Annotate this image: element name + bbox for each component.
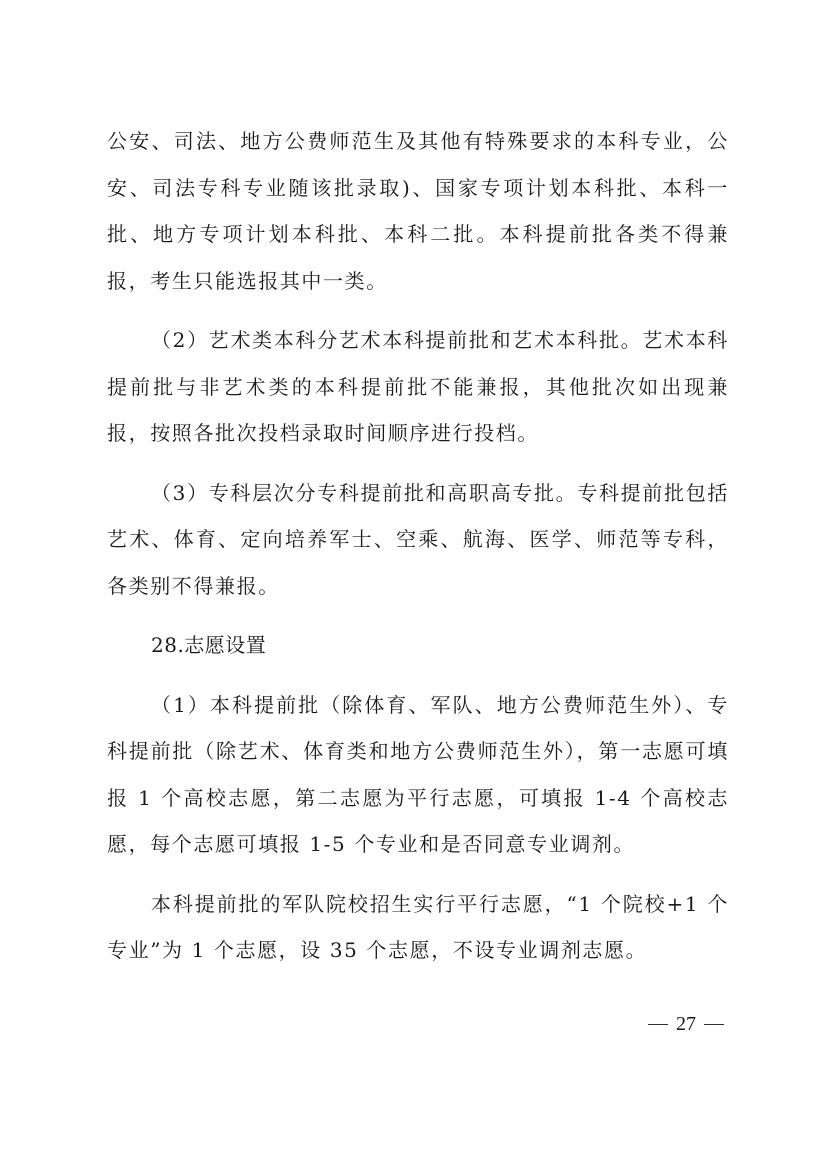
section-heading: 28.志愿设置 [151,633,267,657]
paragraph-military-academy-preferences: 本科提前批的军队院校招生实行平行志愿，“1 个院校+1 个专业”为 1 个志愿，设 35 个志愿，不设专业调剂志愿。 [107,891,729,962]
paragraph-vocational-batches: （3）专科层次分专科提前批和高职高专批。专科提前批包括艺术、体育、定向培养军士、空乘、航海、医学、师范等专科，各类别不得兼报。 [107,480,729,598]
paragraph-batch-list-continuation: 公安、司法、地方公费师范生及其他有特殊要求的本科专业，公安、司法专科专业随该批录取)、国家专项计划本科批、本科一批、地方专项计划本科批、本科二批。本科提前批各类不得兼报，考生只能选报其中一类。 [107,129,729,293]
paragraph-art-batches: （2）艺术类本科分艺术本科提前批和艺术本科批。艺术本科提前批与非艺术类的本科提前批不能兼报，其他批次如出现兼报，按照各批次投档录取时间顺序进行投档。 [107,328,729,445]
paragraph-early-batch-preferences: （1）本科提前批（除体育、军队、地方公费师范生外）、专科提前批（除艺术、体育类和地方公费师范生外），第一志愿可填报 1 个高校志愿，第二志愿为平行志愿，可填报 1-4 个高校志愿，每个志愿可填报 1-5 个专业和是否同意专业调剂。 [107,692,729,856]
page-number: 27 [676,1013,696,1035]
page-footer [648,1013,724,1036]
document-page [107,118,729,987]
right-dash-decoration [704,1024,724,1026]
left-dash-decoration [648,1024,668,1026]
